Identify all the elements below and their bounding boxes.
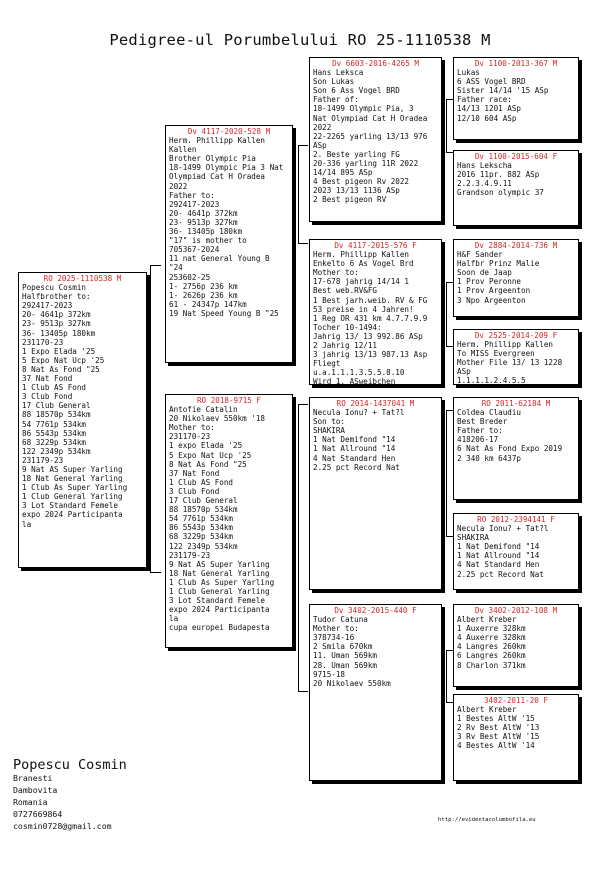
info-line: 1 Nat Allround "14 bbox=[313, 444, 396, 454]
ring-number: Dv 3402-2015-440 F bbox=[334, 606, 417, 615]
info-line: Olympiad Cat H Oradea bbox=[169, 172, 266, 182]
info-line: expo 2024 Participanta bbox=[22, 510, 123, 520]
owner-country: Romania bbox=[13, 797, 48, 807]
info-line: 122 2349p 534km bbox=[169, 541, 238, 551]
info-line: 20-336 yarling 11R 2022 bbox=[313, 159, 419, 169]
info-line: To MISS Evergreen bbox=[457, 349, 535, 359]
info-line: Mother to: bbox=[169, 423, 215, 433]
info-line: 23- 9513p 327km bbox=[169, 217, 238, 227]
connector-line bbox=[446, 99, 447, 152]
info-line: 20- 4641p 372km bbox=[169, 208, 238, 218]
info-line: 17 Club General bbox=[169, 496, 238, 506]
info-line: Best web.RV&FG bbox=[313, 286, 378, 296]
great-grandparent-card-8 bbox=[453, 694, 579, 781]
info-line: 378734-16 bbox=[313, 633, 355, 643]
info-line: 18 Nat General Yarling bbox=[169, 568, 270, 578]
info-line: Father race: bbox=[457, 95, 512, 105]
info-line: Jahrig 13/ 13 992.86 ASp bbox=[313, 331, 423, 341]
info-line: 3 Rv Best AltW '15 bbox=[457, 732, 540, 742]
connector-line bbox=[446, 650, 447, 703]
great-grandparent-card-4 bbox=[453, 329, 579, 385]
info-line: 122 2349p 534km bbox=[22, 446, 91, 456]
info-line: 9 Nat AS Super Yarling bbox=[169, 559, 270, 569]
info-line: Tudor Catuna bbox=[313, 615, 368, 625]
info-line: 3 Club Fond bbox=[22, 392, 73, 402]
info-line: 2 Smila 670km bbox=[313, 642, 373, 652]
sire-card bbox=[165, 125, 293, 363]
info-line: 88 18570p 534km bbox=[169, 505, 238, 515]
info-line: Lukas bbox=[457, 68, 480, 78]
info-line: 2 Best pigeon RV bbox=[313, 195, 387, 205]
info-line: 61 - 24347p 147km bbox=[169, 299, 247, 309]
ring-number: RO 2011-62184 M bbox=[481, 399, 551, 408]
info-line: 5 Expo Nat Ucp '25 bbox=[169, 450, 252, 460]
info-line: 1- 2626p 236 km bbox=[169, 290, 238, 300]
info-line: Son to: bbox=[313, 417, 346, 427]
info-line: Kallen bbox=[169, 145, 197, 155]
info-line: la bbox=[22, 519, 32, 529]
info-line: Albert Kreber bbox=[457, 615, 517, 625]
sire-dam-card bbox=[309, 239, 442, 385]
ring-number: RO 2012-2394141 F bbox=[477, 515, 555, 524]
info-line: 8 Charlon 371km bbox=[457, 660, 526, 670]
owner-city: Branesti bbox=[13, 773, 53, 783]
info-line: 11 nat General Young B bbox=[169, 254, 270, 264]
owner-email: cosmin0728@gmail.com bbox=[13, 821, 112, 831]
info-line: 8 Nat As Fond "25 bbox=[169, 459, 247, 469]
dam-card bbox=[165, 394, 293, 648]
info-line: 231179-23 bbox=[169, 550, 211, 560]
info-line: Hans Leksca bbox=[313, 68, 364, 78]
info-line: 18-1499 Olympic Pia, 3 bbox=[313, 104, 414, 114]
info-line: 9 Nat AS Super Yarling bbox=[22, 464, 123, 474]
info-line: 28. Uman 569km bbox=[313, 660, 378, 670]
info-line: 2 340 km 6437p bbox=[457, 453, 522, 463]
info-line: 1 Nat Allround "14 bbox=[457, 551, 540, 561]
info-line: 1 Club As Super Yarling bbox=[22, 483, 128, 493]
connector-line bbox=[446, 282, 447, 347]
ring-number: 3402-2011-20 F bbox=[483, 696, 548, 705]
info-line: 11. Uman 569km bbox=[313, 651, 378, 661]
info-line: Soon de Jaap bbox=[457, 268, 512, 278]
ring-number: RO 2025-1110538 M bbox=[43, 274, 122, 283]
info-line: Herm. Phillipp Kallen bbox=[457, 340, 554, 350]
info-line: 37 Nat Fond bbox=[169, 468, 220, 478]
info-line: 6 ASS Vogel BRD bbox=[457, 77, 526, 87]
info-line: 4 Best pigeon Rv 2022 bbox=[313, 177, 410, 187]
info-line: Mother to: bbox=[313, 624, 359, 634]
info-line: 1 Club AS Fond bbox=[169, 477, 234, 487]
info-line: 2016 11pr. 882 ASp bbox=[457, 170, 540, 180]
info-line: ASp bbox=[313, 140, 327, 150]
info-line: Son 6 Ass Vogel BRD bbox=[313, 86, 400, 96]
info-line: 3 Npo Argeenton bbox=[457, 295, 526, 305]
info-line: 2022 bbox=[313, 122, 332, 132]
info-line: 1 Expo Elada '25 bbox=[22, 346, 96, 356]
ring-number: RO 2014-1437041 M bbox=[336, 399, 415, 408]
info-line: 18-1499 Olympic Pia 3 Nat bbox=[169, 163, 284, 173]
info-line: 36- 13405p 180km bbox=[169, 227, 243, 237]
info-line: 23- 9513p 327km bbox=[22, 319, 91, 329]
info-line: 19 Nat Speed Young B "25 bbox=[169, 308, 279, 318]
info-line: 1 Prov Peronne bbox=[457, 277, 522, 287]
info-line: Father to: bbox=[457, 426, 503, 436]
connector-line bbox=[298, 404, 299, 692]
info-line: 6 Nat As Fond Expo 2019 bbox=[457, 444, 563, 454]
info-line: 1 Nat Demifond "14 bbox=[313, 435, 396, 445]
info-line: cupa europei Budapesta bbox=[169, 623, 270, 633]
info-line: 4 Auxerre 328km bbox=[457, 633, 526, 643]
connector-line bbox=[298, 145, 299, 244]
info-line: Brother Olympic Pia bbox=[169, 154, 256, 164]
info-line: H&F Sander bbox=[457, 250, 503, 260]
sire-sire-card bbox=[309, 57, 442, 222]
info-line: 1.1.1.1.2.4.5.5 bbox=[457, 376, 526, 385]
info-line: 14/13 1201 ASp bbox=[457, 104, 522, 114]
great-grandparent-card-7 bbox=[453, 604, 579, 687]
info-line: 1 Reg OR 431 km 4.7.7.9.9 bbox=[313, 313, 428, 323]
ring-number: Dv 4117-2020-528 M bbox=[187, 127, 271, 136]
info-line: 418206-17 bbox=[457, 435, 499, 445]
page-title: Pedigree-ul Porumbelului RO 25-1110538 M bbox=[109, 31, 491, 49]
connector-line bbox=[298, 243, 308, 244]
connector-line bbox=[150, 265, 151, 573]
info-line: Herm. Phillipp Kallen bbox=[313, 250, 410, 260]
info-line: Popescu Cosmin bbox=[22, 283, 87, 293]
info-line: 8 Nat As Fond "25 bbox=[22, 364, 100, 374]
info-line: 88 18570p 534km bbox=[22, 410, 91, 420]
info-line: 3 jahrig 13/13 987.13 Asp bbox=[313, 350, 428, 360]
dam-dam-card bbox=[309, 604, 442, 781]
info-line: 292417-2023 bbox=[169, 199, 220, 209]
info-line: Antofie Catalin bbox=[169, 405, 238, 415]
info-line: 292417-2023 bbox=[22, 301, 73, 311]
info-line: Necula Ionu? + Tat?l bbox=[313, 408, 405, 418]
info-line: 9715-18 bbox=[313, 669, 346, 679]
info-line: 68 3229p 534km bbox=[169, 532, 234, 542]
info-line: 253602-25 bbox=[169, 272, 211, 282]
info-line: 2 Rv Best AltW '13 bbox=[457, 723, 540, 733]
info-line: 3 Lot Standard Femele bbox=[169, 596, 266, 606]
ring-number: Dv 6603-2016-4265 M bbox=[332, 59, 419, 68]
info-line: 18 Nat General Yarling bbox=[22, 474, 123, 484]
great-grandparent-card-3 bbox=[453, 239, 579, 317]
info-line: Father of: bbox=[313, 95, 359, 105]
dam-sire-card bbox=[309, 397, 442, 590]
connector-line bbox=[150, 572, 161, 573]
info-line: SHAKIRA bbox=[313, 426, 346, 436]
ring-number: Dv 1100-2013-367 M bbox=[474, 59, 558, 68]
info-line: 1 Prov Argeenton bbox=[457, 286, 531, 296]
info-line: 68 3229p 534km bbox=[22, 437, 87, 447]
info-line: 231170-23 bbox=[169, 432, 211, 442]
info-line: Albert Kreber bbox=[457, 705, 517, 715]
info-line: Tocher 10-1494: bbox=[313, 322, 382, 332]
info-line: Necula Ionu? + Tat?l bbox=[457, 524, 549, 534]
ring-number: Dv 4117-2015-576 F bbox=[334, 241, 417, 250]
ring-number: Dv 3402-2012-108 M bbox=[474, 606, 558, 615]
connector-line bbox=[298, 404, 308, 405]
info-line: 2 Jahrig 12/11 bbox=[313, 341, 378, 351]
info-line: 14/14 895 ASp bbox=[313, 168, 373, 178]
info-line: 12/10 604 ASp bbox=[457, 113, 517, 123]
info-line: 705367-2024 bbox=[169, 245, 220, 255]
info-line: Hans Lekscha bbox=[457, 161, 512, 171]
info-line: Coldea Claudiu bbox=[457, 408, 522, 418]
great-grandparent-card-1 bbox=[453, 57, 579, 140]
subject-card bbox=[18, 272, 147, 568]
info-line: Halfbrother to: bbox=[22, 292, 91, 302]
info-line: Enkelto 6 As Vogel Brd bbox=[313, 259, 414, 269]
info-line: 1 Nat Demifond "14 bbox=[457, 542, 540, 552]
info-line: Wird 1. ASweibchen bbox=[313, 377, 396, 385]
ring-number: Dv 2884-2014-736 M bbox=[474, 241, 558, 250]
info-line: 1 Club General Yarling bbox=[169, 586, 270, 596]
info-line: 37 Nat Fond bbox=[22, 374, 73, 384]
connector-line bbox=[298, 691, 308, 692]
great-grandparent-card-2 bbox=[453, 150, 579, 226]
info-line: 1 Best jarh.weib. RV & FG bbox=[313, 295, 428, 305]
connector-line bbox=[150, 265, 161, 266]
connector-line bbox=[446, 410, 447, 537]
info-line: 2.2.3.4.9.11 bbox=[457, 179, 512, 189]
info-line: "17" is mother to bbox=[169, 236, 247, 246]
info-line: 86 5543p 534km bbox=[169, 523, 234, 533]
info-line: Father to: bbox=[169, 190, 215, 200]
info-line: 4 Bestes AltW '14 bbox=[457, 741, 535, 751]
info-line: Grandson olympic 37 bbox=[457, 188, 544, 198]
info-line: 3 Lot Standard Femele bbox=[22, 501, 119, 511]
owner-phone: 0727669864 bbox=[13, 809, 63, 819]
info-line: 2023 13/13 1136 ASp bbox=[313, 186, 400, 196]
info-line: "24 bbox=[169, 263, 183, 273]
info-line: 20- 4641p 372km bbox=[22, 310, 91, 320]
info-line: 4 Langres 260km bbox=[457, 642, 526, 652]
info-line: 2.25 pct Record Nat bbox=[313, 462, 400, 472]
info-line: 6 Langres 260km bbox=[457, 651, 526, 661]
great-grandparent-card-6 bbox=[453, 513, 579, 590]
info-line: 231179-23 bbox=[22, 455, 64, 465]
info-line: Son Lukas bbox=[313, 77, 355, 87]
info-line: SHAKIRA bbox=[457, 533, 490, 543]
info-line: 5 Expo Nat Ucp '25 bbox=[22, 355, 105, 365]
info-line: 4 Nat Standard Hen bbox=[457, 560, 540, 570]
great-grandparent-card-5 bbox=[453, 397, 579, 500]
info-line: 20 Nikolaev 550km '18 bbox=[169, 414, 266, 424]
info-line: 1 Club As Super Yarling bbox=[169, 577, 275, 587]
info-line: 2. Beste yarling FG bbox=[313, 149, 400, 159]
info-line: 2022 bbox=[169, 181, 188, 191]
info-line: Nat Olympiad Cat H Oradea bbox=[313, 113, 428, 123]
ring-number: Dv 1100-2015-604 F bbox=[474, 152, 558, 161]
info-line: Best Breder bbox=[457, 417, 508, 427]
info-line: la bbox=[169, 614, 179, 624]
info-line: 54 7761p 534km bbox=[169, 514, 234, 524]
info-line: 1 Club General Yarling bbox=[22, 492, 123, 502]
info-line: ASp bbox=[457, 367, 471, 377]
info-line: u.a.1.1.1.3.5.5.8.10 bbox=[313, 368, 405, 378]
info-line: Sister 14/14 '15 ASp bbox=[457, 86, 549, 96]
info-line: 17 Club General bbox=[22, 401, 91, 411]
info-line: 54 7761p 534km bbox=[22, 419, 87, 429]
connector-line bbox=[298, 145, 308, 146]
info-line: 36- 13405p 180km bbox=[22, 328, 96, 338]
info-line: 86 5543p 534km bbox=[22, 428, 87, 438]
info-line: Mother File 13/ 13 1228 bbox=[457, 358, 563, 368]
info-line: Herm. Phillipp Kallen bbox=[169, 136, 266, 146]
owner-name: Popescu Cosmin bbox=[13, 757, 127, 773]
info-line: 22-2265 yarling 13/13 976 bbox=[313, 131, 428, 141]
info-line: 1- 2756p 236 km bbox=[169, 281, 238, 291]
info-line: Mother to: bbox=[313, 268, 359, 278]
owner-county: Dambovita bbox=[13, 785, 58, 795]
info-line: 20 Nikolaev 550km bbox=[313, 678, 391, 688]
info-line: 1 Club AS Fond bbox=[22, 383, 87, 393]
info-line: 53 preise in 4 Jahren! bbox=[313, 304, 414, 314]
info-line: 4 Nat Standard Hen bbox=[313, 453, 396, 463]
info-line: 3 Club Fond bbox=[169, 486, 220, 496]
info-line: Fliegt bbox=[313, 359, 341, 369]
website-link[interactable]: http://evidentacolumbofila.eu bbox=[438, 817, 536, 823]
ring-number: Dv 2525-2014-209 F bbox=[474, 331, 558, 340]
info-line: 1 Auxerre 328km bbox=[457, 624, 526, 634]
info-line: expo 2024 Participanta bbox=[169, 605, 270, 615]
info-line: 1 Bestes AltW '15 bbox=[457, 714, 535, 724]
info-line: 17-678 jahrig 14/14 1 bbox=[313, 277, 410, 287]
info-line: 2.25 pct Record Nat bbox=[457, 569, 544, 579]
info-line: 231170-23 bbox=[22, 337, 64, 347]
info-line: 1 expo Elada '25 bbox=[169, 441, 243, 451]
ring-number: RO 2018-9715 F bbox=[196, 396, 261, 405]
info-line: Halfbr Prinz Malie bbox=[457, 259, 540, 269]
